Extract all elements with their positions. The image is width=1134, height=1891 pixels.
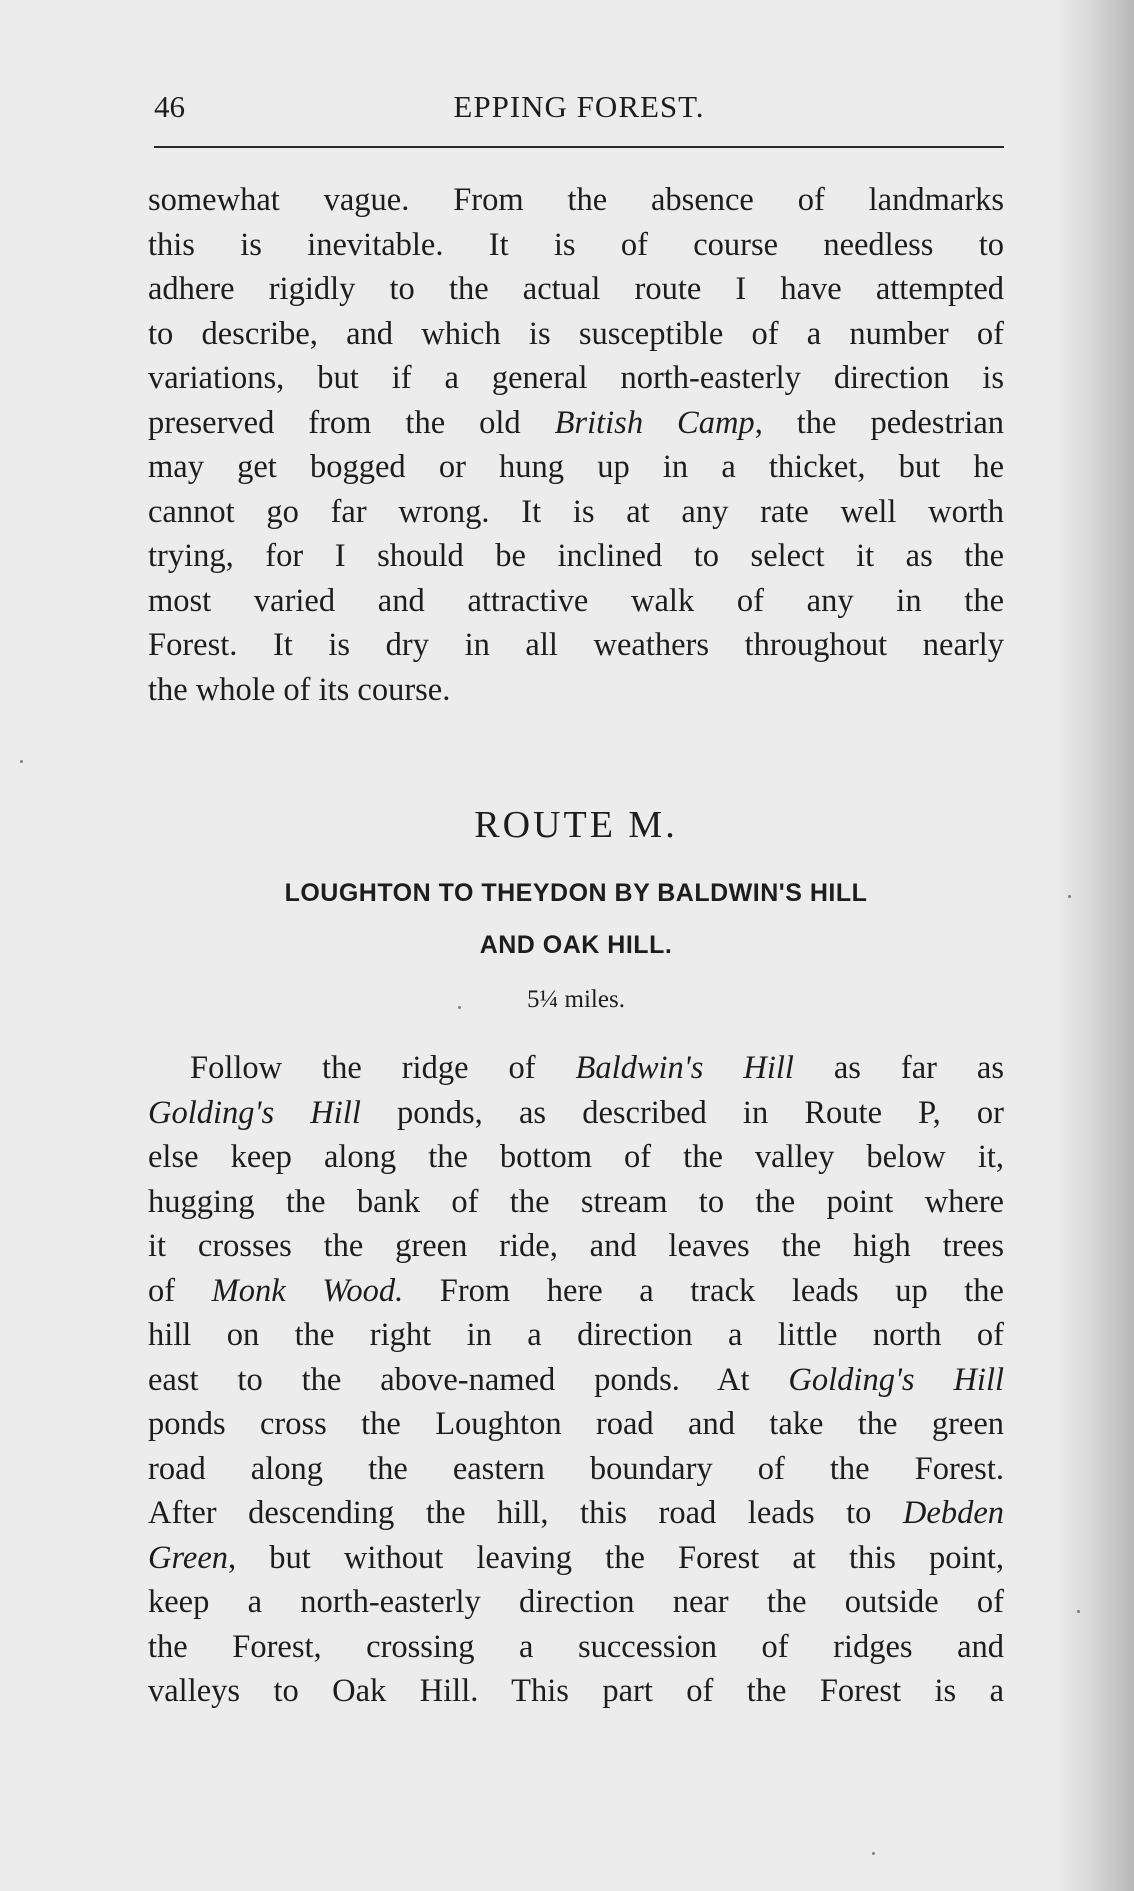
paper-speck bbox=[20, 760, 23, 763]
page-number: 46 bbox=[154, 89, 185, 124]
text-line: this is inevitable. It is of course needless to bbox=[148, 226, 1004, 263]
text-line: ponds cross the Loughton road and take the green bbox=[148, 1406, 1004, 1442]
text-run: of bbox=[148, 1272, 212, 1309]
text-line: keep a north-easterly direction near the outside of bbox=[148, 1584, 1004, 1620]
text-run: as far as bbox=[793, 1050, 1004, 1086]
page-header bbox=[154, 84, 1004, 130]
text-line bbox=[148, 1358, 1004, 1403]
text-line bbox=[148, 1491, 1004, 1536]
text-line bbox=[148, 1536, 1004, 1581]
text-run: From here a track leads up the bbox=[403, 1272, 1004, 1309]
place-name-goldings-hill: Golding's Hill bbox=[788, 1361, 1005, 1398]
text-line: valleys to Oak Hill. This part of the Forest is a bbox=[148, 1673, 1004, 1709]
route-distance: 5¼ miles. bbox=[527, 986, 625, 1013]
place-name-green: Green bbox=[148, 1539, 229, 1576]
text-line bbox=[148, 1091, 1004, 1136]
route-subheading: AND OAK HILL. bbox=[479, 931, 673, 959]
place-name-british-camp: British Camp bbox=[554, 404, 755, 441]
text-line: the Forest, crossing a succession of ridges and bbox=[148, 1628, 1004, 1665]
route-subheading: LOUGHTON TO THEYDON BY BALDWIN'S HILL bbox=[284, 879, 868, 907]
text-line: may get bogged or hung up in a thicket, but he bbox=[148, 449, 1004, 485]
route-description bbox=[148, 1046, 1004, 1714]
place-name-goldings-hill: Golding's Hill bbox=[148, 1094, 361, 1131]
text-line: the whole of its course. bbox=[148, 671, 451, 708]
text-run: , but without leaving the Forest at this point, bbox=[228, 1539, 1004, 1576]
text-line: variations, but if a general north-easterly direction is bbox=[148, 360, 1004, 396]
text-line: most varied and attractive walk of any in the bbox=[148, 582, 1004, 619]
paper-speck bbox=[872, 1852, 875, 1855]
place-name-debden: Debden bbox=[902, 1495, 1004, 1531]
text-line bbox=[148, 1046, 1004, 1091]
text-line bbox=[148, 401, 1004, 446]
text-line: to describe, and which is susceptible of a number of bbox=[148, 315, 1004, 352]
text-line: it crosses the green ride, and leaves the high trees bbox=[148, 1228, 1004, 1264]
text-line: Forest. It is dry in all weathers throughout nearly bbox=[148, 627, 1004, 663]
text-line: somewhat vague. From the absence of landmarks bbox=[148, 182, 1004, 218]
text-line: trying, for I should be inclined to select it as the bbox=[148, 538, 1004, 574]
text-run: , the pedestrian bbox=[754, 404, 1004, 441]
text-line: road along the eastern boundary of the Forest. bbox=[148, 1450, 1004, 1487]
paper-speck bbox=[458, 1006, 461, 1009]
text-line bbox=[148, 1269, 1004, 1314]
text-run: Follow the ridge of bbox=[190, 1050, 576, 1086]
text-line: hugging the bank of the stream to the point where bbox=[148, 1183, 1004, 1220]
place-name-baldwins-hill: Baldwin's Hill bbox=[575, 1050, 794, 1086]
running-title: EPPING FOREST. bbox=[453, 89, 705, 124]
text-run: ponds, as described in Route P, or bbox=[360, 1094, 1005, 1131]
text-line: else keep along the bottom of the valley below it, bbox=[148, 1139, 1004, 1175]
paper-speck bbox=[1068, 895, 1071, 898]
text-run: preserved from the old bbox=[148, 404, 555, 441]
paragraph-continued bbox=[148, 178, 1004, 712]
text-line: hill on the right in a direction a little north of bbox=[148, 1317, 1004, 1353]
route-heading: ROUTE M. bbox=[474, 804, 678, 846]
text-line: adhere rigidly to the actual route I have attempted bbox=[148, 271, 1004, 307]
text-run: east to the above-named ponds. At bbox=[148, 1361, 789, 1398]
header-rule bbox=[154, 146, 1004, 148]
text-line: cannot go far wrong. It is at any rate well worth bbox=[148, 493, 1004, 530]
paper-speck bbox=[1077, 1610, 1080, 1613]
place-name-monk-wood: Monk Wood. bbox=[211, 1272, 404, 1309]
text-run: After descending the hill, this road leads to bbox=[148, 1495, 903, 1531]
